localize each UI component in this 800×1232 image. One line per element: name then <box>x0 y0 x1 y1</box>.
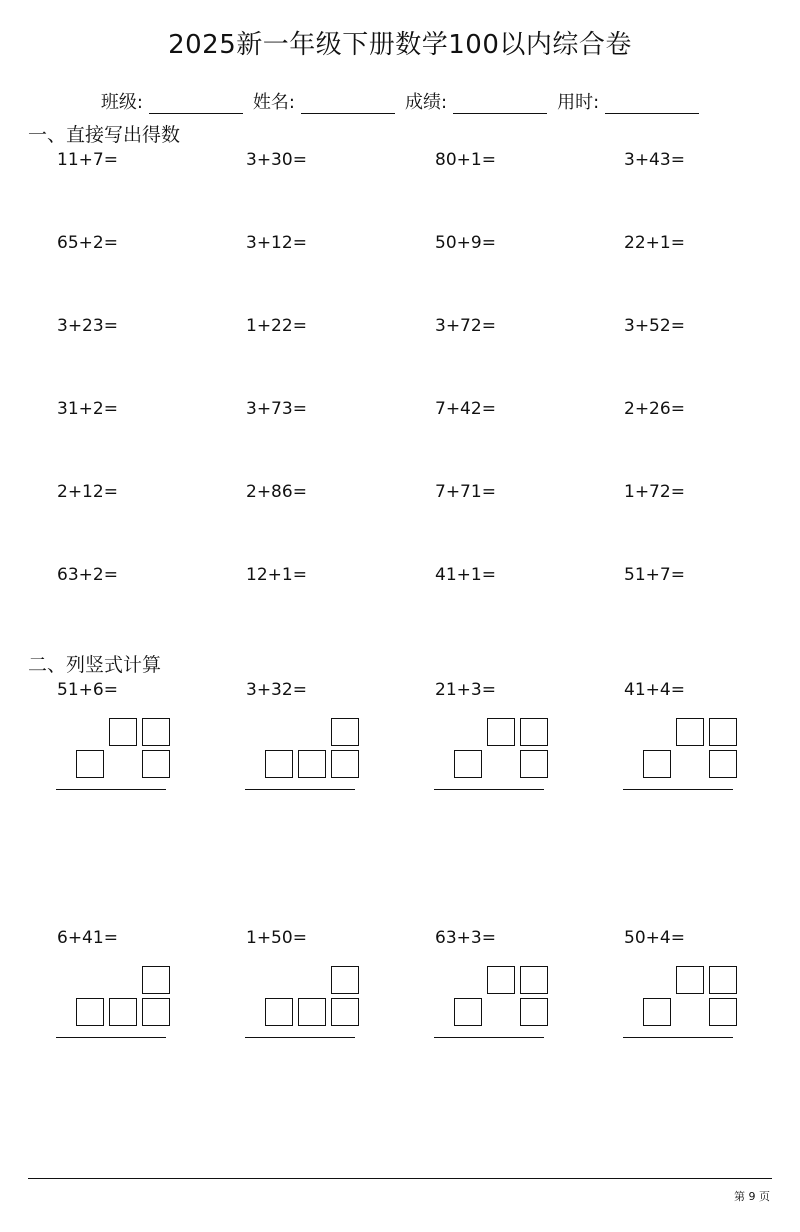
direct-problem: 3+12= <box>246 233 307 253</box>
direct-problem: 65+2= <box>57 233 118 253</box>
direct-problem: 7+42= <box>435 399 496 419</box>
direct-problem: 2+12= <box>57 482 118 502</box>
digit-box[interactable] <box>76 998 104 1026</box>
vertical-problem: 63+3= <box>435 928 496 948</box>
direct-problem: 3+52= <box>624 316 685 336</box>
student-info-row <box>0 88 800 114</box>
vertical-answer-grid <box>245 964 357 1044</box>
direct-problem: 3+72= <box>435 316 496 336</box>
digit-box[interactable] <box>109 998 137 1026</box>
sum-line <box>245 789 355 790</box>
digit-box[interactable] <box>142 750 170 778</box>
name-label: 姓名: <box>252 92 295 113</box>
vertical-problem: 1+50= <box>246 928 307 948</box>
vertical-problem: 41+4= <box>624 680 685 700</box>
vertical-answer-grid <box>434 964 546 1044</box>
digit-box[interactable] <box>709 966 737 994</box>
digit-box[interactable] <box>520 718 548 746</box>
digit-box[interactable] <box>709 718 737 746</box>
sum-line <box>623 789 733 790</box>
direct-problem: 3+43= <box>624 150 685 170</box>
vertical-answer-grid <box>56 964 168 1044</box>
direct-problem: 50+9= <box>435 233 496 253</box>
digit-box[interactable] <box>331 998 359 1026</box>
direct-problem: 7+71= <box>435 482 496 502</box>
direct-problem: 12+1= <box>246 565 307 585</box>
digit-box[interactable] <box>454 750 482 778</box>
time-field <box>557 88 699 114</box>
sum-line <box>245 1037 355 1038</box>
vertical-problem: 3+32= <box>246 680 307 700</box>
direct-problem: 11+7= <box>57 150 118 170</box>
class-field <box>101 88 243 114</box>
digit-box[interactable] <box>676 966 704 994</box>
direct-problem: 1+72= <box>624 482 685 502</box>
score-field <box>405 88 547 114</box>
name-field <box>253 88 395 114</box>
direct-problem: 2+86= <box>246 482 307 502</box>
direct-problem: 31+2= <box>57 399 118 419</box>
vertical-answer-grid <box>434 716 546 796</box>
direct-problem: 51+7= <box>624 565 685 585</box>
sum-line <box>434 1037 544 1038</box>
vertical-problem: 6+41= <box>57 928 118 948</box>
sum-line <box>623 1037 733 1038</box>
digit-box[interactable] <box>520 750 548 778</box>
direct-problem: 2+26= <box>624 399 685 419</box>
name-blank[interactable] <box>301 95 395 114</box>
time-label: 用时: <box>557 92 600 113</box>
digit-box[interactable] <box>265 750 293 778</box>
sum-line <box>56 1037 166 1038</box>
digit-box[interactable] <box>454 998 482 1026</box>
time-blank[interactable] <box>605 95 699 114</box>
vertical-problem: 51+6= <box>57 680 118 700</box>
digit-box[interactable] <box>142 718 170 746</box>
page-number: 第 9 页 <box>734 1190 770 1203</box>
digit-box[interactable] <box>643 998 671 1026</box>
direct-problem: 22+1= <box>624 233 685 253</box>
direct-problem: 41+1= <box>435 565 496 585</box>
vertical-answer-grid <box>623 964 735 1044</box>
direct-problem: 1+22= <box>246 316 307 336</box>
digit-box[interactable] <box>520 966 548 994</box>
section-1-title: 一、直接写出得数 <box>28 124 181 146</box>
digit-box[interactable] <box>265 998 293 1026</box>
vertical-answer-grid <box>623 716 735 796</box>
digit-box[interactable] <box>76 750 104 778</box>
digit-box[interactable] <box>331 718 359 746</box>
digit-box[interactable] <box>298 998 326 1026</box>
digit-box[interactable] <box>487 966 515 994</box>
digit-box[interactable] <box>487 718 515 746</box>
score-blank[interactable] <box>453 95 547 114</box>
sum-line <box>56 789 166 790</box>
page-title: 2025新一年级下册数学100以内综合卷 <box>168 30 632 60</box>
digit-box[interactable] <box>331 966 359 994</box>
vertical-problem: 21+3= <box>435 680 496 700</box>
vertical-problem: 50+4= <box>624 928 685 948</box>
direct-problem: 3+73= <box>246 399 307 419</box>
digit-box[interactable] <box>298 750 326 778</box>
vertical-answer-grid <box>56 716 168 796</box>
direct-problem: 80+1= <box>435 150 496 170</box>
digit-box[interactable] <box>142 966 170 994</box>
digit-box[interactable] <box>709 998 737 1026</box>
digit-box[interactable] <box>643 750 671 778</box>
digit-box[interactable] <box>109 718 137 746</box>
digit-box[interactable] <box>520 998 548 1026</box>
footer-divider <box>28 1178 772 1179</box>
score-label: 成绩: <box>405 92 448 113</box>
sum-line <box>434 789 544 790</box>
digit-box[interactable] <box>331 750 359 778</box>
class-blank[interactable] <box>149 95 243 114</box>
class-label: 班级: <box>100 92 143 113</box>
direct-problem: 63+2= <box>57 565 118 585</box>
direct-problem: 3+23= <box>57 316 118 336</box>
direct-problem: 3+30= <box>246 150 307 170</box>
digit-box[interactable] <box>142 998 170 1026</box>
digit-box[interactable] <box>709 750 737 778</box>
vertical-answer-grid <box>245 716 357 796</box>
digit-box[interactable] <box>676 718 704 746</box>
section-2-title: 二、列竖式计算 <box>28 654 162 676</box>
